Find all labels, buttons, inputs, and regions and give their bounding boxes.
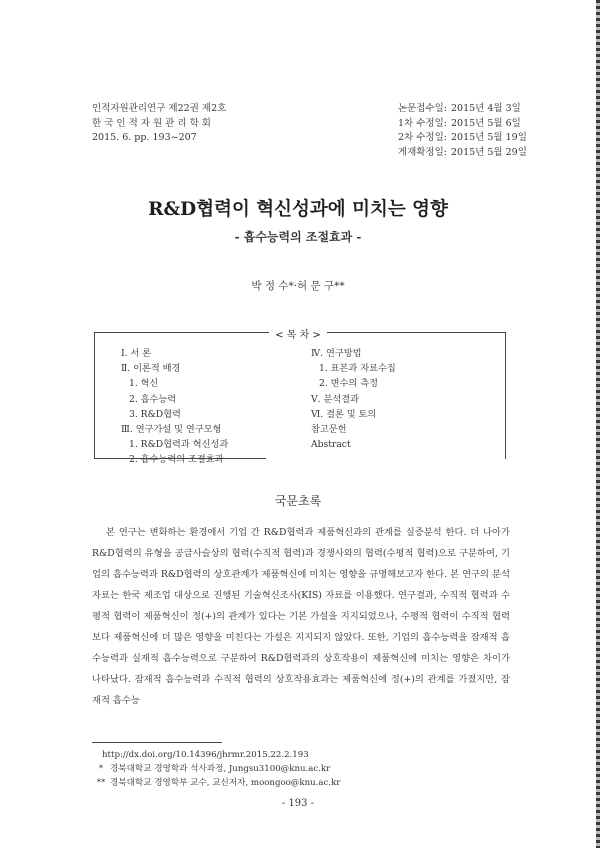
toc-item: Ⅵ. 결론 및 토의 — [311, 408, 377, 420]
toc-subitem: 1. 표본과 자료수집 — [319, 363, 396, 375]
date-label: 게재확정일: — [397, 146, 447, 158]
toc-item: Abstract — [311, 439, 351, 451]
footnote-text: 경북대학교 경영학부 교수, 교신저자, moongoo@knu.ac.kr — [110, 778, 341, 788]
submission-dates — [388, 102, 527, 160]
footnotes — [92, 748, 340, 790]
toc-subitem: 2. 흡수능력 — [129, 393, 177, 405]
footnote-text: 경북대학교 경영학과 석사과정, Jungsu3100@knu.ac.kr — [110, 764, 331, 774]
date-label: 논문접수일: — [397, 103, 447, 114]
toc-right-column — [311, 346, 396, 452]
page-number: - 193 - — [281, 798, 315, 809]
date-row — [388, 117, 527, 132]
toc-item: Ⅳ. 연구방법 — [311, 348, 362, 359]
toc-heading-text: < 목 차 > — [269, 330, 327, 341]
footnote — [92, 762, 340, 776]
society-name: 한 국 인 적 자 원 관 리 학 회 — [92, 117, 211, 129]
date-label: 1차 수정일: — [398, 117, 447, 129]
toc-subitem: 2. 흡수능력의 조절효과 — [129, 454, 224, 466]
toc-subitem: 1. 혁신 — [129, 378, 159, 390]
toc-subitem: 2. 변수의 측정 — [319, 378, 378, 390]
toc-subitem: 3. R&D협력 — [129, 408, 181, 420]
doi-link[interactable]: http://dx.doi.org/10.14396/jhrmr.2015.22.2.193 — [102, 750, 309, 760]
date-value: 2015년 5월 6일 — [451, 117, 521, 129]
abstract-title: 국문초록 — [274, 494, 322, 508]
page-edge — [596, 0, 600, 848]
footnote — [92, 776, 340, 790]
toc-item: Ⅰ. 서 론 — [121, 348, 152, 359]
toc-item: 참고문헌 — [311, 424, 347, 436]
date-row — [388, 131, 527, 146]
date-value: 2015년 4월 3일 — [451, 103, 521, 114]
toc-item: Ⅱ. 이론적 배경 — [121, 363, 181, 375]
toc-heading — [0, 326, 596, 341]
date-value: 2015년 5월 29일 — [451, 146, 527, 158]
abstract-body — [92, 522, 510, 711]
journal-name: 인적자원관리연구 제22권 제2호 — [92, 103, 227, 114]
authors: 박 정 수*·허 문 구** — [251, 280, 345, 292]
date-row — [388, 102, 527, 117]
footnote-mark: ** — [96, 778, 106, 788]
date-row — [388, 146, 527, 161]
footnote-mark: * — [98, 764, 104, 774]
date-value: 2015년 5월 19일 — [451, 132, 527, 143]
journal-info — [92, 102, 226, 146]
date-label: 2차 수정일: — [398, 132, 447, 143]
paper-title: R&D협력이 혁신성과에 미치는 영향 — [148, 199, 448, 220]
toc-item: Ⅲ. 연구가설 및 연구모형 — [121, 424, 222, 436]
footnote-divider — [92, 742, 222, 743]
toc-left-column — [121, 346, 228, 468]
journal-pages: 2015. 6. pp. 193~207 — [92, 132, 197, 143]
paper-subtitle: - 흡수능력의 조절효과 - — [234, 230, 362, 244]
toc-item: Ⅴ. 분석결과 — [311, 393, 359, 405]
toc-subitem: 1. R&D협력과 혁신성과 — [129, 439, 229, 451]
abstract-paragraph: 본 연구는 변화하는 환경에서 기업 간 R&D협력과 제품혁신과의 관계를 실증분석 한다. 더 나아가 R&D협력의 유형을 공급사슬상의 협력(수직적 협력)과 경쟁사와의 협력(수평적 협력)으로 구분하여, 기업의 흡수능력과 R&D협력의 상호관계가 제품혁신에 미치는 영향을 규명해보고자 한다. 본 연구의 분석자료는 한국 제조업 대상으로 진행된 기술혁신조사(KIS) 자료를 이용했다. 연구결과, 수직적 협력과 수평적 협력이 제품혁신이 정(+)의 관계가 있다는 기본 가설을 지지되었으나, 수평적 협력이 수직적 협력보다 제품혁신에 더 많은 영향을 미친다는 가설은 지지되지 않았다. 또한, 기업의 흡수능력을 잠재적 흡수능력과 실재적 흡수능력으로 구분하여 R&D협력과의 상호작용이 제품혁신에 미치는 영향은 차이가 나타났다. 잠재적 흡수능력과 수직적 협력의 상호작용효과는 제품혁신에 정(+)의 관계를 가졌지만, 잠재적 흡수능 — [92, 527, 510, 706]
